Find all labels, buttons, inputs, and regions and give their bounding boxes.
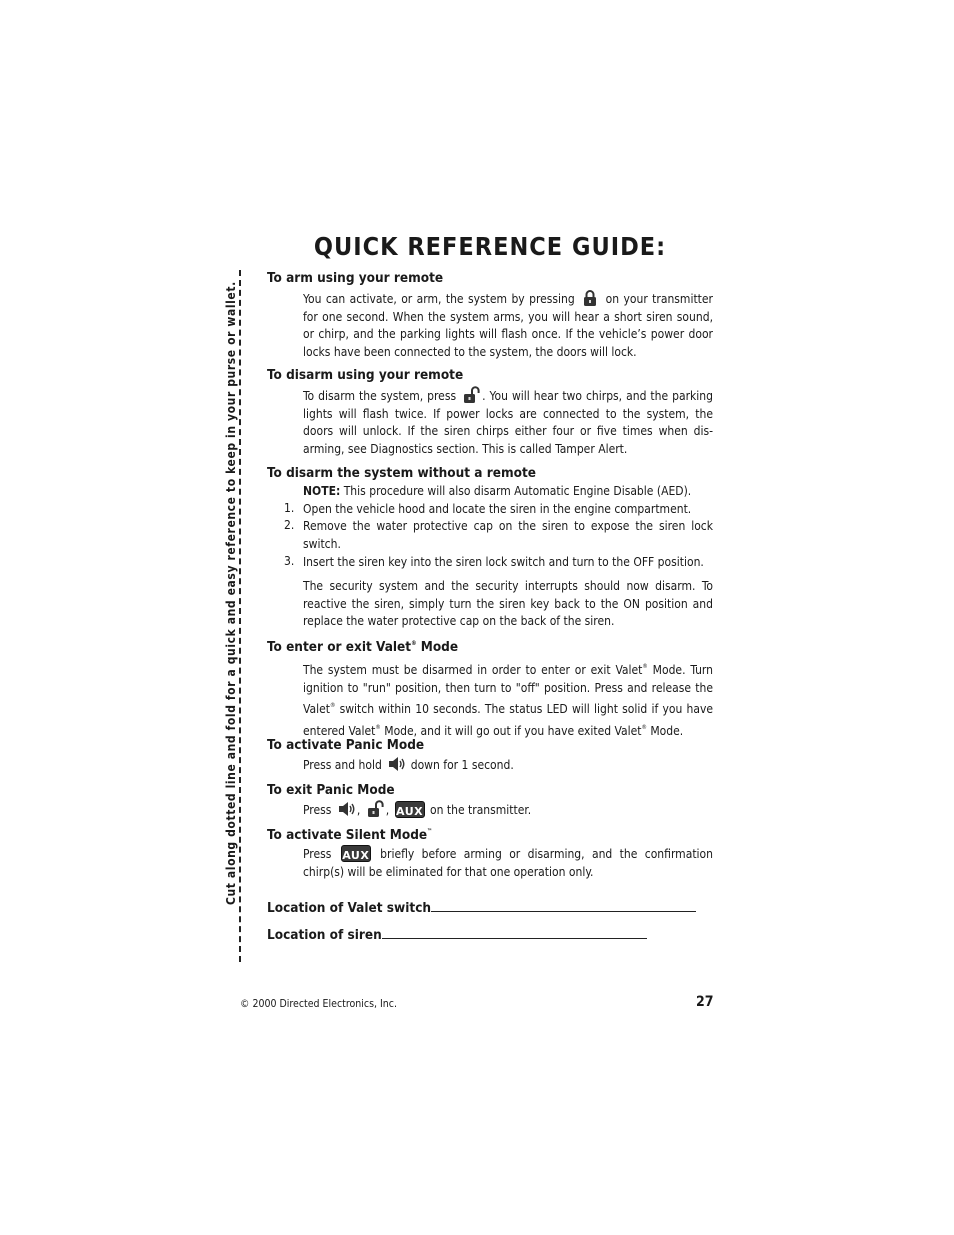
disarm-text: To disarm the system, press . You will hear two chirps, and the parking lights will flash twice. If power locks are connected to the system, the doors will unlock. If the siren chirps either four or five times when dis-arming, see Diagnostics section. This is called Tamper Alert.: [303, 386, 713, 458]
arm-text: You can activate, or arm, the system by pressing on your transmitter for one second. When the system arms, you will hear a short siren sound, or chirp, and the parking lights will flash once. If the vehicle’s power door locks have been connected to the system, the doors will lock.: [303, 289, 713, 361]
unlock-icon: [366, 800, 384, 818]
step-number: 1.: [284, 501, 295, 515]
unlock-icon: [462, 386, 480, 404]
valet-location-field: Location of Valet switch: [267, 899, 696, 916]
noremote-after: The security system and the security interrupts should now disarm. To reactive the siren, simply turn the siren key back to the ON position and replace the water protective cap on the back of the siren.: [303, 579, 713, 629]
step-text: Open the vehicle hood and locate the siren in the engine compartment.: [303, 502, 692, 516]
step-number: 3.: [284, 554, 295, 568]
exitpanic-text: Press , , AUX on the transmitter.: [303, 800, 713, 820]
step-text: Remove the water protective cap on the siren to expose the siren lock switch.: [303, 519, 713, 551]
cut-instruction: Cut along dotted line and fold for a quick and easy reference to keep in your purse or wallet.: [224, 281, 238, 905]
siren-location-field: Location of siren: [267, 926, 647, 943]
panic-heading: To activate Panic Mode: [267, 737, 425, 753]
silent-text: Press AUX briefly before arming or disarming, and the confirmation chirp(s) will be eliminated for that one operation only.: [303, 847, 713, 879]
arm-heading: To arm using your remote: [267, 270, 444, 286]
noremote-note: NOTE: This procedure will also disarm Automatic Engine Disable (AED).: [303, 484, 692, 498]
siren-icon: [387, 755, 405, 773]
panic-text: Press and hold down for 1 second.: [303, 755, 713, 775]
lock-icon: [581, 289, 599, 307]
siren-icon: [337, 800, 355, 818]
page-title: QUICK REFERENCE GUIDE:: [313, 232, 667, 261]
fill-in-line: [431, 899, 696, 912]
step-number: 2.: [284, 518, 295, 532]
step-text: Insert the siren key into the siren lock switch and turn to the OFF position.: [303, 555, 704, 569]
valet-heading: To enter or exit Valet® Mode: [267, 639, 459, 655]
copyright: © 2000 Directed Electronics, Inc.: [240, 998, 397, 1010]
fill-in-line: [382, 926, 647, 939]
aux-icon: AUX: [395, 801, 425, 818]
exitpanic-heading: To exit Panic Mode: [267, 782, 395, 798]
page-number: 27: [696, 994, 714, 1010]
silent-heading: To activate Silent Mode™: [267, 827, 433, 843]
cut-line: [239, 270, 241, 962]
disarm-heading: To disarm using your remote: [267, 367, 464, 383]
valet-text: The system must be disarmed in order to enter or exit Valet® Mode. Turn ignition to "run" position, then turn to "off" position. Press and release the Valet® switch within 10 seconds. The status LED will light solid if you have entered Valet® Mode, and it will go out if you have exited Valet® Mode.: [303, 663, 714, 738]
aux-icon: AUX: [341, 845, 371, 862]
noremote-heading: To disarm the system without a remote: [267, 465, 537, 481]
